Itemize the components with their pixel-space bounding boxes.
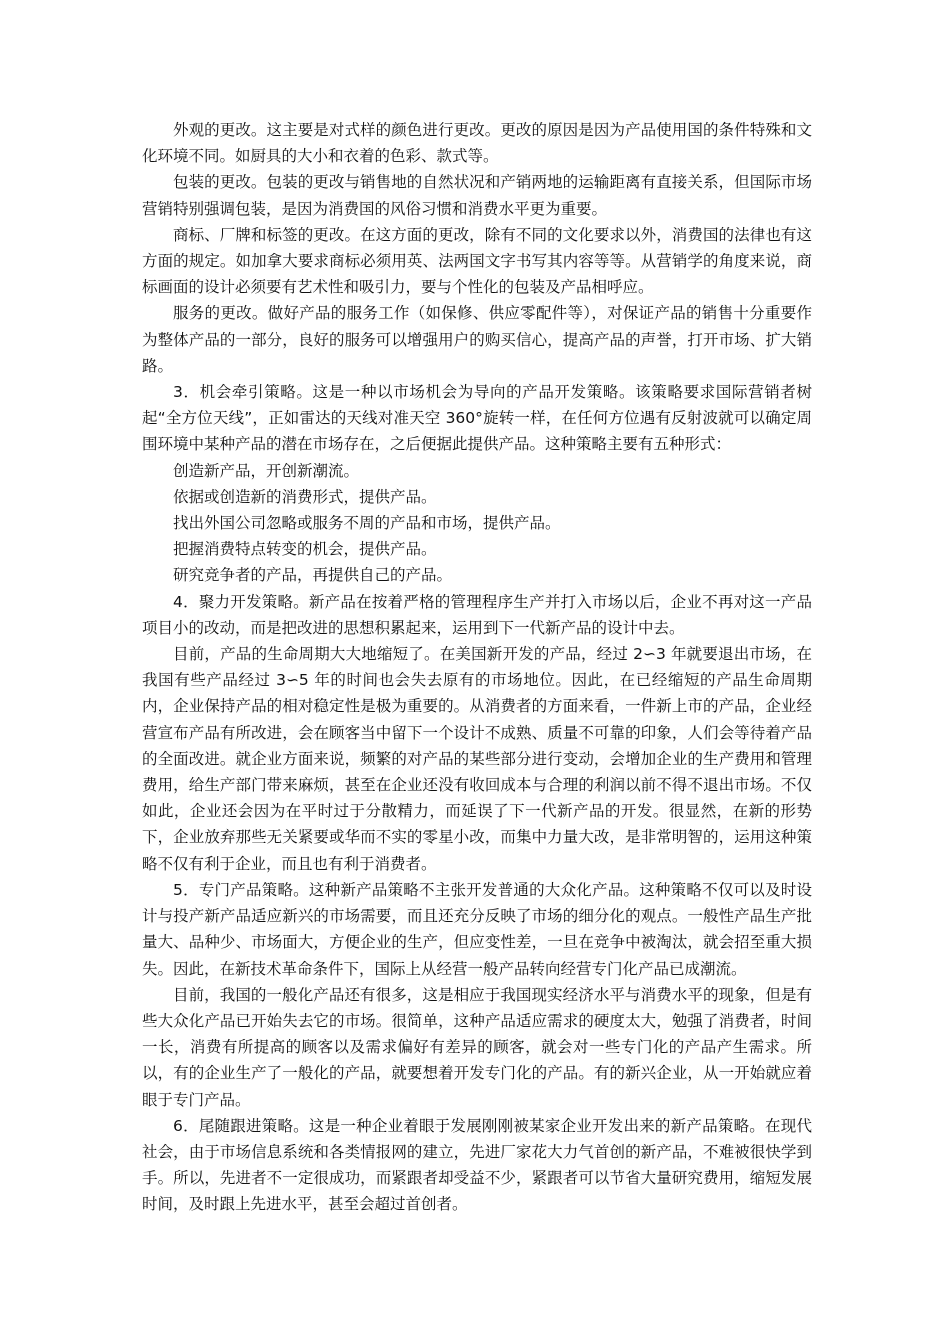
list-item-form-1: 创造新产品，开创新潮流。 xyxy=(173,461,360,480)
paragraph-trademark-change: 商标、厂牌和标签的更改。在这方面的更改，除有不同的文化要求以外，消费国的法律也有这方面的规定。如加拿大要求商标必须用英、法两国文字书写其内容等等。从营销学的角度来说，商标画面的设计必须要有艺术性和吸引力，要与个性化的包装及产品相呼应。 xyxy=(142,225,812,297)
paragraph-appearance-change: 外观的更改。这主要是对式样的颜色进行更改。更改的原因是因为产品使用国的条件特殊和文化环境不同。如厨具的大小和衣着的色彩、款式等。 xyxy=(142,121,812,166)
paragraph-specialized-product-strategy: 5．专门产品策略。这种新产品策略不主张开发普通的大众化产品。这种策略不仅可以及时设计与投产新产品适应新兴的市场需要，而且还充分反映了市场的细分化的观点。一般性产品生产批量大、品种少、市场面大，方便企业的生产，但应变性差，一旦在竞争中被淘汰，就会招至重大损失。因此，在新技术革命条件下，国际上从经营一般产品转向经营专门化产品已成潮流。 xyxy=(142,880,812,978)
paragraph-service-change: 服务的更改。做好产品的服务工作（如保修、供应零配件等），对保证产品的销售十分重要作为整体产品的一部分，良好的服务可以增强用户的购买信心，提高产品的声誉，打开市场、扩大销路。 xyxy=(142,304,812,375)
list-item-form-4: 把握消费特点转变的机会，提供产品。 xyxy=(173,540,437,559)
document-body xyxy=(142,117,812,1218)
list-item-form-3: 找出外国公司忽略或服务不周的产品和市场，提供产品。 xyxy=(173,514,561,533)
list-item-form-2: 依据或创造新的消费形式，提供产品。 xyxy=(173,487,437,506)
paragraph-opportunity-strategy: 3．机会牵引策略。这是一种以市场机会为导向的产品开发策略。该策略要求国际营销者树起“全方位天线”，正如雷达的天线对准天空 360°旋转一样，在任何方位遇有反射波就可以确定周围环境中某种产品的潜在市场存在，之后便据此提供产品。这种策略主要有五种形式： xyxy=(142,383,812,454)
paragraph-packaging-change: 包装的更改。包装的更改与销售地的自然状况和产销两地的运输距离有直接关系，但国际市场营销特别强调包装，是因为消费国的风俗习惯和消费水平更为重要。 xyxy=(142,173,812,218)
paragraph-product-lifecycle: 目前，产品的生命周期大大地缩短了。在美国新开发的产品，经过 2∽3 年就要退出市场，在我国有些产品经过 3∽5 年的时间也会失去原有的市场地位。因此，在已经缩短的产品生命周期内，企业保持产品的相对稳定性是极为重要的。从消费者的方面来看，一件新上市的产品，企业经营宣布产品有所改进，会在顾客当中留下一个设计不成熟、质量不可靠的印象，人们会等待着产品的全面改进。就企业方面来说，频繁的对产品的某些部分进行变动，会增加企业的生产费用和管理费用，给生产部门带来麻烦，甚至在企业还没有收回成本与合理的利润以前不得不退出市场。不仅如此，企业还会因为在平时过于分散精力，而延误了下一代新产品的开发。很显然，在新的形势下，企业放弃那些无关紧要或华而不实的零星小改，而集中力量大改，是非常明智的，运用这种策略不仅有利于企业，而且也有利于消费者。 xyxy=(142,645,812,873)
paragraph-general-products-china: 目前，我国的一般化产品还有很多，这是相应于我国现实经济水平与消费水平的现象，但是有些大众化产品已开始失去它的市场。很简单，这种产品适应需求的硬度太大，勉强了消费者，时间一长，消费有所提高的顾客以及需求偏好有差异的顾客，就会对一些专门化的产品产生需求。所以，有的企业生产了一般化的产品，就要想着开发专门化的产品。有的新兴企业，从一开始就应着眼于专门产品。 xyxy=(142,985,812,1109)
paragraph-follow-up-strategy: 6．尾随跟进策略。这是一种企业着眼于发展刚刚被某家企业开发出来的新产品策略。在现代社会，由于市场信息系统和各类情报网的建立，先进厂家花大力气首创的新产品，不难被很快学到手。所以，先进者不一定很成功，而紧跟者却受益不少，紧跟者可以节省大量研究费用，缩短发展时间，及时跟上先进水平，甚至会超过首创者。 xyxy=(142,1116,812,1214)
list-item-form-5: 研究竞争者的产品，再提供自己的产品。 xyxy=(173,566,453,585)
paragraph-focused-development-strategy: 4．聚力开发策略。新产品在按着严格的管理程序生产并打入市场以后，企业不再对这一产品项目小的改动，而是把改进的思想积累起来，运用到下一代新产品的设计中去。 xyxy=(142,592,812,637)
